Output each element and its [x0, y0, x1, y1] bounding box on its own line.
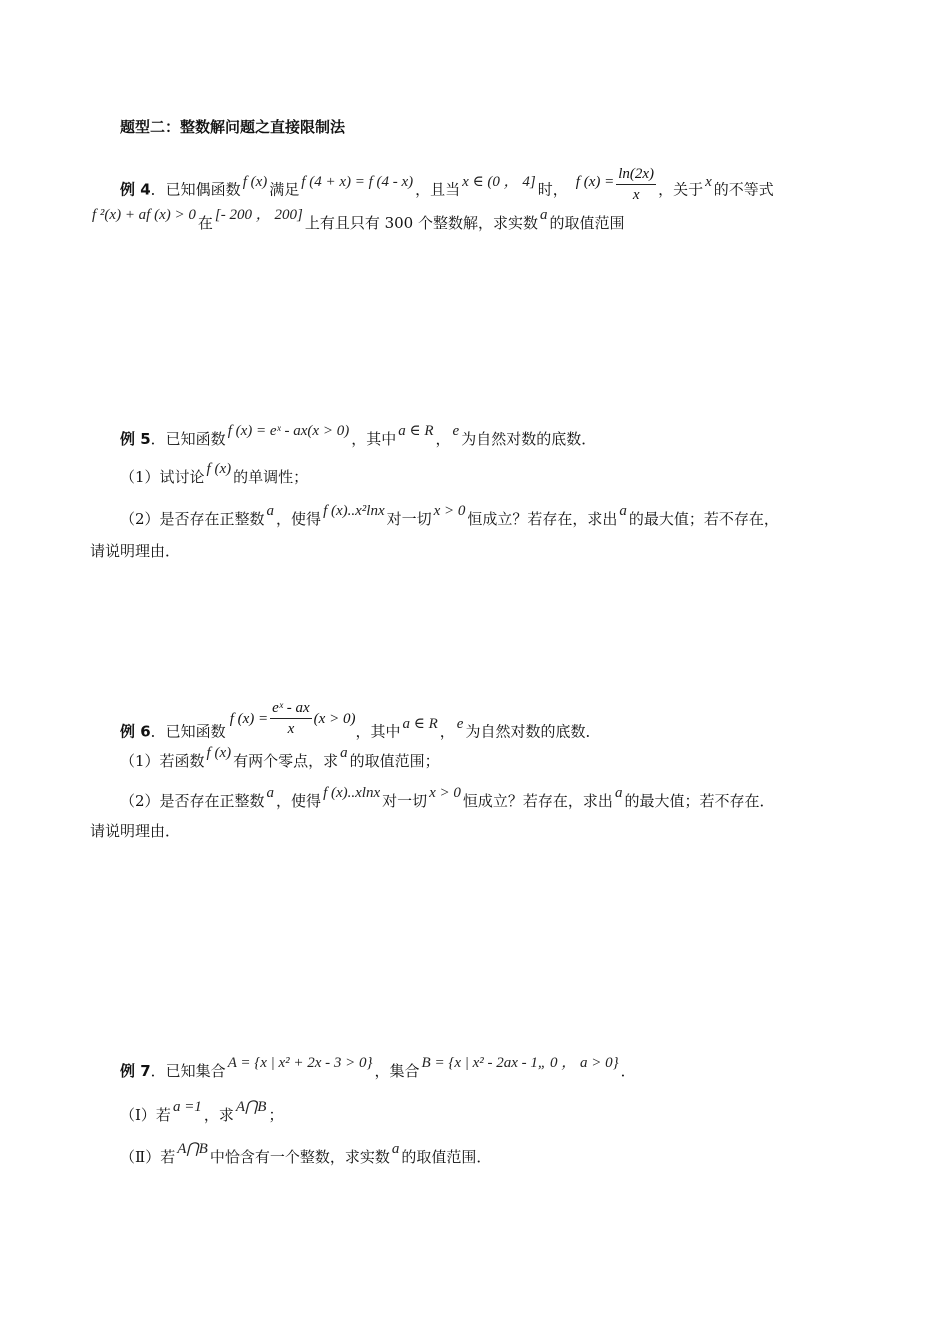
example-6-label: 例 6	[120, 722, 151, 741]
example-4-line-1: 例 4．已知偶函数 f (x) 满足 f (4 + x) = f (4 - x) ，且当 x ∈ (0 ， 4] 时， f (x) = $\frac{\ln(2x)}{x}$ ，关于 x 的不等式	[120, 166, 774, 203]
math-fx-def-lhs: f (x) =	[575, 173, 615, 190]
example-4-line-2: f ²(x) + af (x) > 0 在 [- 200 ， 200] 上有且只有 300 个整数解，求实数 a 的取值范围	[92, 207, 625, 232]
example-7-part-2: （Ⅱ）若 A⋂B 中恰含有一个整数，求实数 a 的取值范围．	[120, 1141, 492, 1166]
math-fraction: $\frac{\text{eˣ - ax}}{x}$	[272, 700, 310, 737]
example-5-part-2-cont: 请说明理由．	[90, 542, 181, 560]
example-6-part-2-cont: 请说明理由．	[90, 822, 181, 840]
math-interval: x ∈ (0 ， 4]	[462, 173, 536, 190]
example-5-label: 例 5	[120, 430, 151, 448]
math-range: [- 200 ， 200]	[214, 207, 303, 223]
math-symmetry: f (4 + x) = f (4 - x)	[301, 173, 414, 190]
example-7-line-1: 例 7．已知集合 A = {x | x² + 2x - 3 > 0} ，集合 B = {x | x² - 2ax - 1„ 0 ， a > 0} ．	[120, 1055, 636, 1080]
example-7-part-1: （Ⅰ）若 a =1 ，求 A⋂B ；	[120, 1099, 284, 1124]
example-5-line-1: 例 5．已知函数 f (x) = eˣ - ax(x > 0) ，其中 a ∈ R ， e 为自然对数的底数．	[120, 423, 597, 448]
example-5-part-1: （1）试讨论 f (x) 的单调性；	[120, 461, 309, 486]
math-fx: f (x)	[242, 173, 268, 190]
example-6-part-2: （2）是否存在正整数 a ，使得 f (x)..xlnx 对一切 x > 0 恒成立？若存在，求出 a 的最大值；若不存在．	[120, 785, 775, 810]
math-inequality: f ²(x) + af (x) > 0	[92, 207, 196, 223]
example-4-label: 例 4	[120, 180, 151, 199]
example-5-part-2: （2）是否存在正整数 a ，使得 f (x)..x²lnx 对一切 x > 0 恒成立？若存在，求出 a 的最大值；若不存在，	[120, 503, 779, 528]
math-set-b: B = {x | x² - 2ax - 1„ 0 ， a > 0}	[421, 1055, 619, 1071]
example-7-label: 例 7	[120, 1062, 151, 1080]
example-6-part-1: （1）若函数 f (x) 有两个零点，求 a 的取值范围；	[120, 745, 440, 770]
section-title: 题型二：整数解问题之直接限制法	[120, 118, 346, 136]
math-fraction: $\frac{\ln(2x)}{x}$	[618, 166, 655, 203]
math-set-a: A = {x | x² + 2x - 3 > 0}	[227, 1055, 373, 1071]
example-6-line-1: 例 6．已知函数f (x) = $\frac{\text{eˣ - ax}}{x}$ (x > 0)，其中 a ∈ R ， e 为自然对数的底数．	[120, 700, 601, 741]
